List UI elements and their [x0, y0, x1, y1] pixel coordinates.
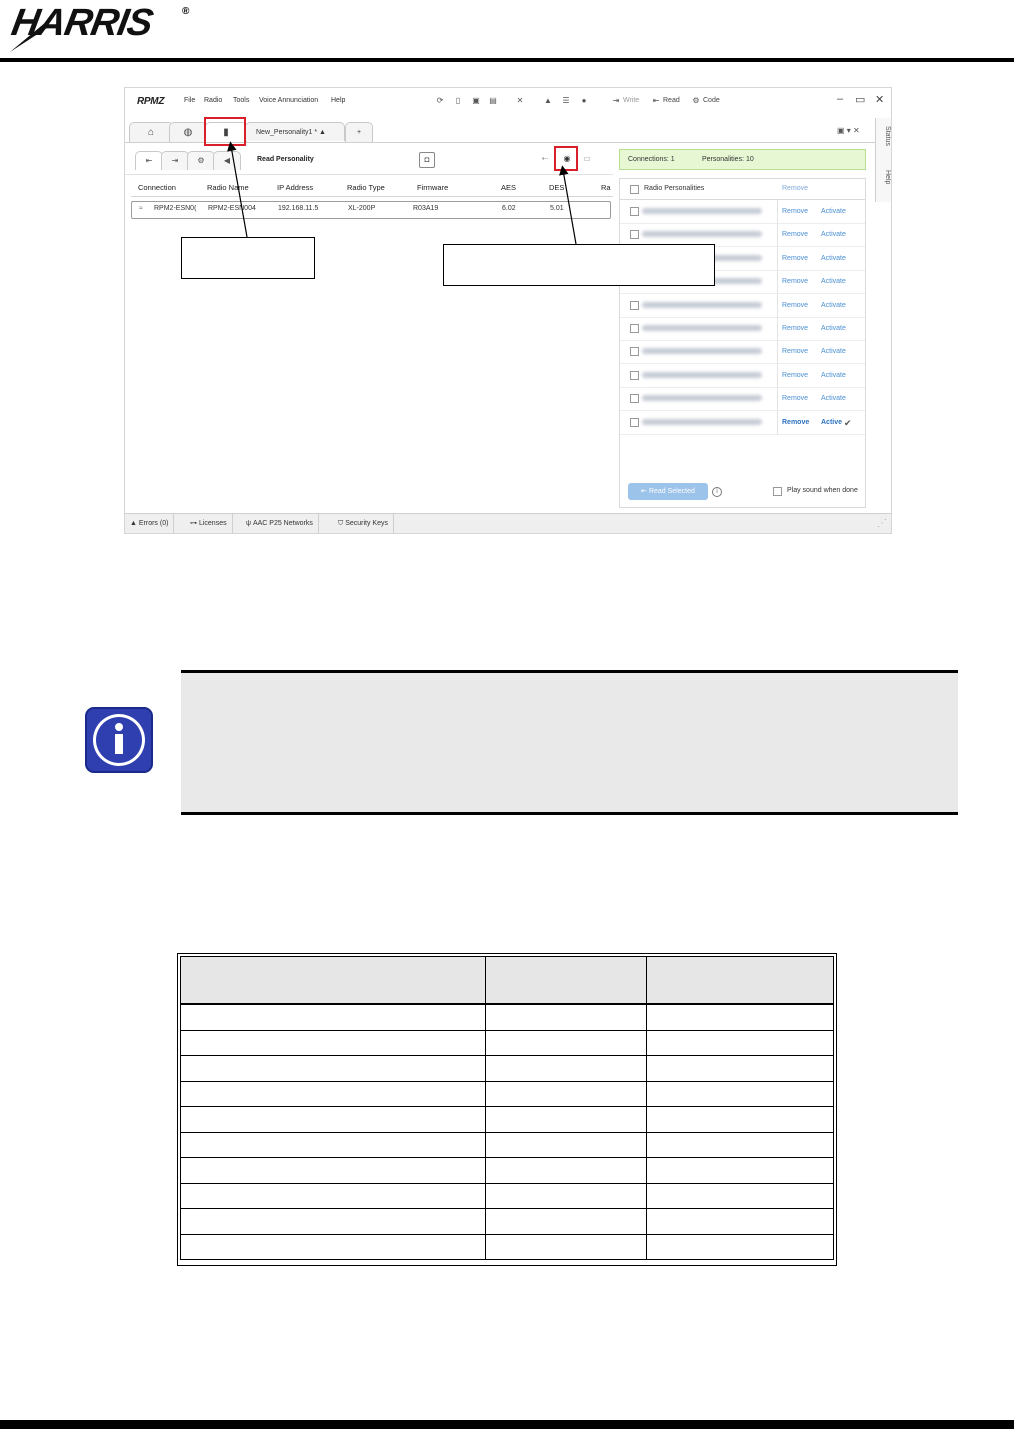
table-cell	[647, 1183, 834, 1209]
table-row	[181, 1209, 834, 1235]
remove-link[interactable]: Remove	[782, 278, 809, 286]
activate-link[interactable]: Active	[821, 418, 843, 426]
col-radio-type[interactable]: Radio Type	[347, 183, 385, 192]
table-cell	[181, 1234, 486, 1260]
cell-connection: RPM2-ESN0(	[154, 205, 197, 212]
table-cell	[485, 1107, 647, 1133]
warning-icon: ▲	[130, 520, 139, 527]
activate-link[interactable]: Activate	[821, 371, 846, 379]
table-cell	[181, 1081, 486, 1107]
col-des[interactable]: DES	[549, 183, 565, 192]
activate-link[interactable]: Activate	[821, 231, 846, 239]
activate-link[interactable]: Activate	[821, 301, 846, 309]
side-tab-status[interactable]: Status	[884, 126, 891, 146]
maximize-button[interactable]: ▭	[855, 94, 866, 106]
col-firmware[interactable]: Firmware	[417, 183, 449, 192]
remove-link[interactable]: Remove	[782, 325, 809, 332]
table-cell	[181, 1056, 486, 1082]
warning-icon: ▲	[319, 129, 326, 136]
table-cell	[485, 1056, 647, 1082]
table-cell	[485, 1004, 647, 1030]
tools-icon[interactable]: ✕	[516, 96, 524, 105]
subtab-settings[interactable]: ⚙	[187, 151, 215, 170]
networks-tab[interactable]: ψ AAC P25 Networks	[241, 514, 319, 533]
antenna-icon: ψ	[246, 520, 253, 527]
resize-grip-icon[interactable]: ⋰	[877, 518, 887, 529]
col-radio-name[interactable]: Radio Name	[207, 183, 249, 192]
table-row	[181, 1132, 834, 1158]
activate-link[interactable]: Activate	[821, 395, 846, 403]
table-row	[181, 1056, 834, 1082]
save-all-icon[interactable]: ▤	[489, 96, 497, 105]
header-cell	[181, 957, 486, 1005]
table-cell	[485, 1209, 647, 1235]
col-connection[interactable]: Connection	[138, 183, 176, 192]
cell-radio-type: XL-200P	[348, 205, 376, 212]
activate-link[interactable]: Activate	[821, 348, 846, 356]
table-row	[181, 1107, 834, 1133]
wifi-icon: ≈	[139, 205, 143, 212]
registered-mark: ®	[182, 6, 190, 17]
cable-icon[interactable]: ▭	[583, 154, 591, 163]
code-icon[interactable]: ⚙	[692, 96, 700, 105]
minimize-button[interactable]: –	[837, 93, 844, 105]
menu-voice-annunciation[interactable]: Voice Annunciation	[259, 97, 319, 104]
table-cell	[647, 1030, 834, 1056]
table-row	[181, 1081, 834, 1107]
activate-link[interactable]: Activate	[821, 278, 846, 286]
remove-link[interactable]: Remove	[782, 254, 809, 262]
remove-link[interactable]: Remove	[782, 348, 809, 356]
remove-link[interactable]: Remove	[782, 371, 809, 379]
tab-menu-icon[interactable]: ▣ ▾ ✕	[837, 126, 860, 135]
table-row	[181, 1030, 834, 1056]
remove-all-link[interactable]: Remove	[782, 185, 809, 192]
activate-link[interactable]: Activate	[821, 254, 846, 262]
activate-link[interactable]: Activate	[821, 325, 846, 332]
menu-help[interactable]: Help	[331, 97, 346, 104]
remove-link[interactable]: Remove	[782, 418, 810, 426]
table-row	[181, 1234, 834, 1260]
side-tab-help[interactable]: Help	[884, 170, 891, 185]
footer-rule	[0, 1420, 1014, 1429]
save-icon[interactable]: ▣	[472, 96, 480, 105]
table-cell	[181, 1209, 486, 1235]
read-button[interactable]: Read	[663, 97, 680, 104]
header-cell	[647, 957, 834, 1005]
cell-firmware: R03A19	[413, 205, 439, 212]
table-row	[181, 1004, 834, 1030]
code-button[interactable]: Code	[703, 97, 720, 104]
security-keys-tab[interactable]: ⛉ Security Keys	[333, 514, 394, 533]
read-personality-title: Read Personality	[257, 156, 314, 163]
col-ip-address[interactable]: IP Address	[277, 183, 314, 192]
subtab-write[interactable]: ⇥	[161, 151, 189, 170]
callout-arrows	[0, 0, 1014, 600]
remove-link[interactable]: Remove	[782, 231, 809, 239]
subtab-announce[interactable]: ◀	[213, 151, 241, 170]
table-cell	[485, 1081, 647, 1107]
remove-link[interactable]: Remove	[782, 301, 809, 309]
table-cell	[181, 1030, 486, 1056]
key-icon: ⊶	[190, 520, 199, 527]
table-cell	[647, 1107, 834, 1133]
cell-ip-address: 192.168.11.5	[278, 205, 319, 212]
table-cell	[181, 1004, 486, 1030]
info-icon[interactable]: ●	[581, 96, 587, 105]
table-row	[181, 1158, 834, 1184]
warning-icon[interactable]: ▲	[544, 96, 552, 105]
errors-tab[interactable]: ▲ Errors (0)	[125, 514, 174, 533]
menu-tools[interactable]: Tools	[233, 97, 250, 104]
info-icon[interactable]: i	[712, 487, 722, 497]
app-logo: RPMZ	[137, 96, 165, 107]
table-body	[181, 1004, 834, 1260]
table-cell	[647, 1132, 834, 1158]
cell-aes: 6.02	[502, 205, 516, 212]
read-icon: ⇤	[641, 488, 649, 495]
cell-radio-name: RPM2-ESN004	[208, 205, 256, 212]
table-cell	[485, 1030, 647, 1056]
remove-link[interactable]: Remove	[782, 208, 809, 215]
remove-link[interactable]: Remove	[782, 395, 809, 403]
licenses-tab[interactable]: ⊶ Licenses	[185, 514, 233, 533]
tab-add[interactable]: +	[345, 122, 373, 142]
check-icon: ✔	[844, 417, 852, 428]
table-cell	[647, 1209, 834, 1235]
connections-count: Connections: 1	[628, 156, 675, 163]
information-icon	[84, 706, 154, 774]
table-cell	[181, 1132, 486, 1158]
table-cell	[181, 1158, 486, 1184]
radio-icon: ▮	[223, 127, 229, 138]
table-cell	[647, 1158, 834, 1184]
table-cell	[485, 1158, 647, 1184]
cell-des: 5.01	[550, 205, 564, 212]
subtab-read[interactable]: ⇤	[135, 151, 163, 170]
shield-icon: ⛉	[338, 520, 346, 527]
export-icon[interactable]: ◘	[419, 152, 435, 168]
menu-radio[interactable]: Radio	[204, 97, 223, 104]
activate-link[interactable]: Activate	[821, 208, 846, 215]
table-cell	[647, 1081, 834, 1107]
server-icon[interactable]: ☰	[562, 96, 570, 105]
col-ra[interactable]: Ra	[601, 183, 611, 192]
open-icon[interactable]: ▯	[455, 96, 461, 105]
data-table	[180, 956, 834, 1260]
write-button[interactable]: Write	[623, 97, 640, 104]
write-icon[interactable]: ⇥	[612, 96, 620, 105]
table-cell	[647, 1056, 834, 1082]
table-cell	[181, 1107, 486, 1133]
wifi-icon[interactable]: ◉	[563, 154, 571, 163]
table-cell	[181, 1183, 486, 1209]
table-cell	[485, 1234, 647, 1260]
globe-icon: ◍	[183, 127, 193, 138]
menu-file[interactable]: File	[184, 97, 196, 104]
col-aes[interactable]: AES	[501, 183, 517, 192]
data-table-frame	[177, 953, 837, 1266]
logo-wordmark: HARRIS	[8, 2, 156, 44]
tab-personality-label: New_Personality1 *	[256, 129, 318, 136]
header-cell	[485, 957, 647, 1005]
table-cell	[647, 1234, 834, 1260]
read-selected-button[interactable]: ⇤ Read Selected	[628, 483, 708, 500]
play-sound-label: Play sound when done	[787, 487, 858, 494]
personalities-count: Personalities: 10	[702, 156, 754, 163]
usb-icon[interactable]: ⇠	[541, 154, 549, 163]
read-icon[interactable]: ⇤	[652, 96, 660, 105]
note-box	[181, 670, 958, 815]
close-button[interactable]: ✕	[875, 94, 885, 106]
table-row	[181, 1183, 834, 1209]
table-cell	[485, 1183, 647, 1209]
table-cell	[647, 1004, 834, 1030]
panel-header-label: Radio Personalities	[644, 185, 705, 192]
home-icon: ⌂	[147, 127, 155, 138]
table-header-row	[181, 957, 834, 1005]
new-icon[interactable]: ⟳	[436, 96, 444, 105]
table-cell	[485, 1132, 647, 1158]
